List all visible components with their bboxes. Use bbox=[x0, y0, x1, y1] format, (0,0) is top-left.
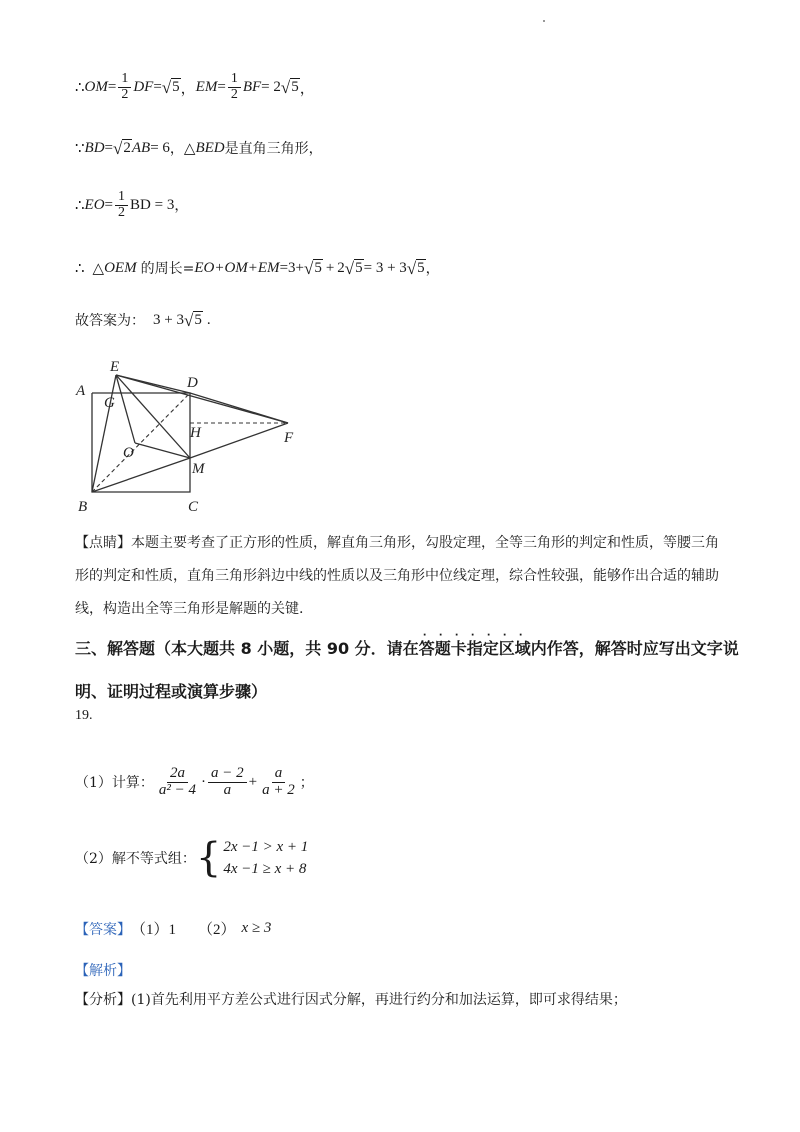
segment-bm bbox=[92, 458, 190, 492]
question-number: 19. bbox=[75, 708, 93, 723]
label-o: O bbox=[123, 445, 134, 461]
answer-label: 故答案为： bbox=[75, 313, 145, 329]
fraction-a-2-over-a: $\frac{a - 2}{a}$ bbox=[208, 766, 247, 799]
answer-line bbox=[75, 310, 211, 330]
equals: = bbox=[217, 78, 226, 95]
label-b: B bbox=[78, 499, 88, 515]
triangle-symbol: △ bbox=[183, 140, 196, 157]
therefore-symbol: ∴ bbox=[75, 79, 85, 96]
plus: + bbox=[248, 773, 258, 790]
comma: ， bbox=[180, 80, 196, 97]
multiply-dot: · bbox=[201, 773, 207, 790]
fraction-2a-over-a2-4: $\frac{2a}{\text{a² − 4}}$ bbox=[158, 765, 197, 798]
comma: ， bbox=[169, 141, 184, 157]
inequality-system: { 2x −1 > x + 1 4x −1 ≥ x + 8 bbox=[195, 835, 309, 881]
segment-ab: AB bbox=[131, 139, 151, 156]
sqrt-5: √ 5 bbox=[406, 258, 425, 278]
label-d: D bbox=[187, 375, 198, 391]
comment-paragraph bbox=[75, 527, 730, 626]
part-2-label: （2）解不等式组： bbox=[75, 851, 196, 867]
plus: + bbox=[325, 259, 335, 276]
equals: = bbox=[104, 196, 114, 213]
answer-tag: 【答案】 bbox=[75, 921, 131, 938]
sqrt-5: √ 5 bbox=[344, 258, 363, 278]
equals-two: = 2 bbox=[261, 78, 281, 95]
section-heading: 三、解答题（本大题共 8 小题，共 90 分．请在答题卡指定区域 · · · · · · · 内作答，解答时应写出文字说 bbox=[75, 630, 739, 658]
section-heading-line-2: 明、证明过程或演算步骤） bbox=[75, 682, 268, 701]
equals: = bbox=[153, 78, 162, 95]
therefore-symbol: ∴ bbox=[75, 260, 85, 277]
right-triangle-text: 是直角三角形， bbox=[224, 141, 323, 157]
question-part-2 bbox=[75, 836, 308, 880]
analysis-text: (1)首先利用平方差公式进行因式分解，再进行约分和加法运算，即可求得结果； bbox=[131, 992, 627, 1008]
solution-line-3 bbox=[75, 190, 188, 220]
because-symbol: ∵ bbox=[75, 140, 85, 157]
bd-equals-three: BD = 3 bbox=[130, 196, 175, 213]
fraction-a-over-a-2: $\frac{a}{a + 2}$ bbox=[262, 765, 295, 798]
triangle-oem: OEM bbox=[104, 259, 137, 276]
equals-six: = 6 bbox=[150, 139, 170, 156]
part-1-label: （1）计算： bbox=[75, 775, 154, 792]
segment-em: EM bbox=[195, 78, 218, 95]
equals: = bbox=[104, 139, 114, 156]
segment-df bbox=[190, 393, 288, 423]
comma: ， bbox=[425, 261, 440, 277]
analysis-sub-tag: 【分析】 bbox=[75, 992, 131, 1008]
label-a: A bbox=[76, 383, 86, 399]
equals: = bbox=[107, 78, 117, 95]
equals-result: = 3 + 3 bbox=[363, 259, 407, 276]
fraction-half: $\frac{1}{2}$ bbox=[115, 190, 128, 220]
answer-row bbox=[75, 918, 271, 939]
inequality-1: 2x −1 > x + 1 bbox=[223, 839, 309, 855]
segment-mf bbox=[190, 423, 288, 458]
segment-eo: EO bbox=[84, 196, 105, 213]
segment-df: DF bbox=[133, 78, 154, 95]
sqrt-5: √ 5 bbox=[280, 77, 299, 97]
answer-part-2-label: （2） bbox=[198, 922, 236, 938]
sqrt-5: √ 5 bbox=[183, 310, 202, 330]
segment-ef bbox=[116, 375, 288, 423]
label-m: M bbox=[192, 461, 205, 477]
answer-part-2-value: x ≥ 3 bbox=[241, 920, 272, 936]
segment-bd: BD bbox=[84, 139, 105, 156]
solution-line-1 bbox=[75, 72, 315, 102]
sqrt-5: √ 5 bbox=[303, 258, 322, 278]
analysis-tag-row bbox=[75, 960, 131, 980]
comma: ， bbox=[299, 80, 315, 97]
comment-text: 本题主要考查了正方形的性质，解直角三角形，勾股定理，全等三角形的判定和性质，等腰三角形的判定和性质，直角三角形斜边中线的性质以及三角形中位线定理，综合性较强，能够作出合适的辅助线，构造出全等三角形是解题的关键. bbox=[75, 535, 719, 617]
sqrt-5: √ 5 bbox=[161, 77, 180, 97]
fraction-half: $\frac{1}{2}$ bbox=[228, 72, 241, 102]
scan-dot bbox=[543, 20, 545, 22]
therefore-symbol: ∴ bbox=[75, 197, 85, 214]
label-e: E bbox=[110, 359, 120, 375]
answer-value: 3 + 3 bbox=[153, 311, 184, 328]
triangle-bed: BED bbox=[195, 139, 225, 156]
comment-tag: 【点睛】 bbox=[75, 535, 131, 551]
analysis-tag: 【解析】 bbox=[75, 963, 131, 979]
geometry-figure bbox=[70, 355, 310, 520]
semicolon: ； bbox=[299, 775, 314, 792]
comma: ， bbox=[174, 198, 189, 215]
label-h: H bbox=[190, 425, 201, 441]
inequality-2: 4x −1 ≥ x + 8 bbox=[223, 861, 307, 877]
label-c: C bbox=[188, 499, 199, 515]
segment-bf: BF bbox=[242, 78, 262, 95]
period: . bbox=[206, 311, 211, 328]
equals-three-plus: =3+ bbox=[279, 259, 304, 276]
emphasis-dotted: 答题卡指定区域 · · · · · · · bbox=[418, 630, 531, 658]
triangle-symbol: △ bbox=[92, 260, 105, 277]
segment-om bbox=[135, 443, 190, 458]
perimeter-expression: EO+OM+EM bbox=[194, 259, 280, 276]
perimeter-text: 的周长= bbox=[140, 261, 195, 277]
segment-om: OM bbox=[84, 78, 108, 95]
fraction-half: $\frac{1}{2}$ bbox=[118, 72, 131, 102]
label-f: F bbox=[284, 430, 294, 446]
solution-line-4 bbox=[75, 258, 440, 278]
label-g: G bbox=[104, 395, 115, 411]
question-part-1 bbox=[75, 766, 314, 799]
analysis-line bbox=[75, 989, 627, 1009]
sqrt-2: √ 2 bbox=[113, 138, 131, 158]
solution-line-2 bbox=[75, 138, 323, 158]
coefficient-two: 2 bbox=[337, 259, 345, 276]
answer-part-1: （1）1 bbox=[131, 922, 177, 938]
